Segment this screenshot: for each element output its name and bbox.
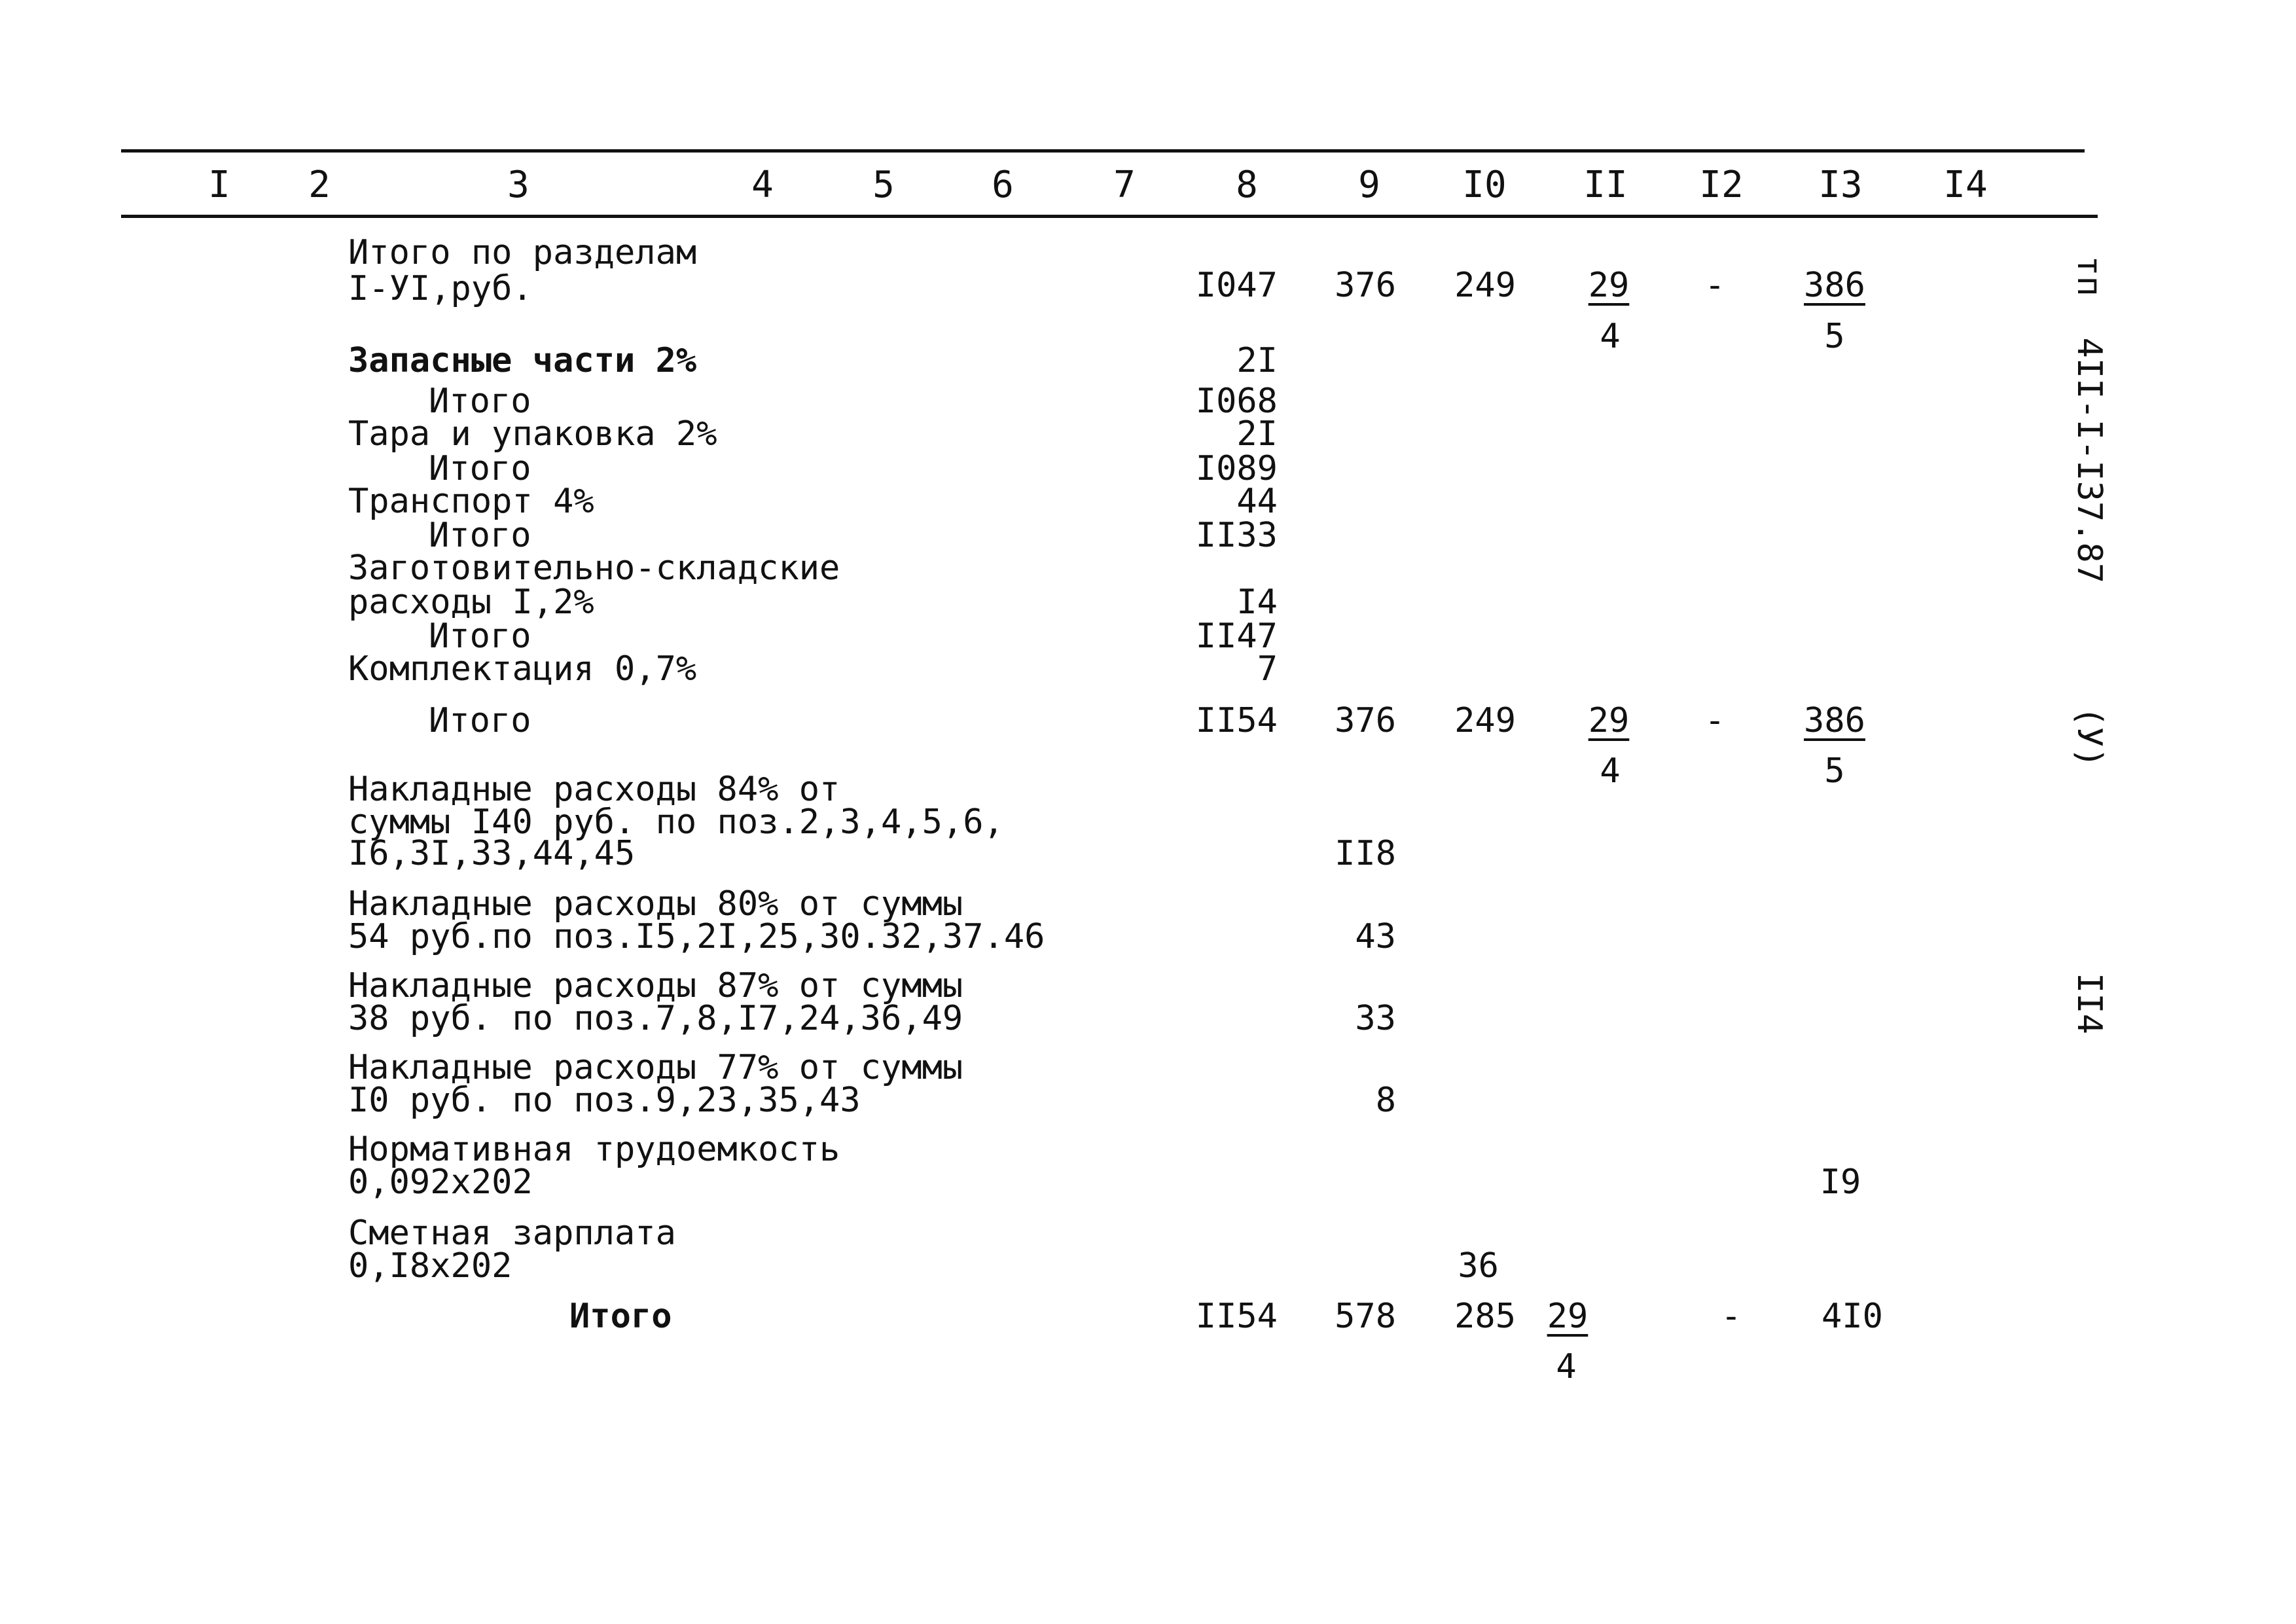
- col-header-13: I3: [1818, 164, 1863, 206]
- cell-col8: II47: [1195, 617, 1278, 656]
- row-label: Итого: [429, 382, 531, 421]
- col-header-6: 6: [992, 164, 1014, 206]
- col-header-4: 4: [751, 164, 774, 206]
- header-top-rule: [121, 149, 2085, 153]
- col-header-8: 8: [1236, 164, 1258, 206]
- row-label: Накладные расходы 84% от: [348, 770, 840, 809]
- col-header-12: I2: [1699, 164, 1744, 206]
- cell-col13-numerator: 386: [1804, 701, 1865, 740]
- row-label: Заготовительно-складские: [348, 549, 840, 588]
- cell-col8: II33: [1195, 516, 1278, 555]
- row-label: Тара и упаковка 2%: [348, 414, 717, 454]
- row-label: Итого по разделам: [348, 233, 697, 272]
- cell-col13: I9: [1820, 1163, 1861, 1202]
- cell-col10: 36: [1458, 1246, 1499, 1286]
- row-label: Накладные расходы 80% от суммы: [348, 884, 963, 924]
- cell-col10: 249: [1454, 266, 1516, 305]
- cell-col11-numerator: 29: [1588, 266, 1630, 305]
- cell-col10: 249: [1454, 701, 1516, 740]
- row-label: Итого: [569, 1297, 672, 1336]
- cell-col12: -: [1704, 701, 1725, 740]
- col-header-9: 9: [1358, 164, 1380, 206]
- page-number: II4: [2070, 972, 2109, 1034]
- row-label: Итого: [429, 617, 531, 656]
- cell-col8: II54: [1195, 701, 1278, 740]
- cell-col9: 33: [1355, 999, 1396, 1038]
- row-label: Нормативная трудоемкость: [348, 1130, 840, 1169]
- row-label: Итого: [429, 516, 531, 555]
- row-label: расходы I,2%: [348, 583, 594, 622]
- row-label: Накладные расходы 87% от суммы: [348, 966, 963, 1005]
- row-label: Итого: [429, 701, 531, 740]
- row-label: Транспорт 4%: [348, 482, 594, 521]
- cell-col8: I047: [1195, 266, 1278, 305]
- col-header-11: II: [1583, 164, 1628, 206]
- cell-col11-numerator: 29: [1547, 1297, 1588, 1336]
- side-label: [2038, 173, 2140, 1034]
- col-header-10: I0: [1462, 164, 1507, 206]
- col-header-7: 7: [1113, 164, 1136, 206]
- row-label: суммы I40 руб. по поз.2,3,4,5,6,: [348, 803, 1004, 842]
- row-label: Комплектация 0,7%: [348, 649, 697, 689]
- row-label: I-УI,руб.: [348, 269, 533, 308]
- cell-col8: 44: [1236, 482, 1278, 521]
- row-label: 54 руб.по поз.I5,2I,25,30.32,37.46: [348, 917, 1045, 956]
- cell-col9: 376: [1335, 701, 1396, 740]
- col-header-5: 5: [872, 164, 895, 206]
- row-label: 0,I8x202: [348, 1246, 512, 1286]
- row-label: Накладные расходы 77% от суммы: [348, 1048, 963, 1087]
- header-bottom-rule: [121, 215, 2098, 218]
- cell-col11-denominator: 4: [1600, 751, 1621, 791]
- cell-col13-numerator: 386: [1804, 266, 1865, 305]
- cell-col12: -: [1704, 266, 1725, 305]
- row-label: Запасные части 2%: [348, 341, 697, 380]
- cell-col8: I4: [1236, 583, 1278, 622]
- row-label: Сметная зарплата: [348, 1214, 676, 1253]
- cell-col9: 578: [1335, 1297, 1396, 1336]
- cell-col8: 2I: [1236, 414, 1278, 454]
- cell-col11-denominator: 4: [1600, 317, 1621, 356]
- col-header-14: I4: [1943, 164, 1988, 206]
- cell-col12: -: [1721, 1297, 1742, 1336]
- cell-col10: 285: [1454, 1297, 1516, 1336]
- row-label: Итого: [429, 449, 531, 488]
- cell-col13: 4I0: [1821, 1297, 1883, 1336]
- col-header-1: I: [208, 164, 230, 206]
- cell-col13-denominator: 5: [1824, 751, 1845, 791]
- cell-col11-numerator: 29: [1588, 701, 1630, 740]
- row-label: 38 руб. по поз.7,8,I7,24,36,49: [348, 999, 963, 1038]
- cell-col11-denominator: 4: [1556, 1347, 1577, 1386]
- cell-col9: II8: [1335, 834, 1396, 873]
- row-label: I6,3I,33,44,45: [348, 834, 636, 873]
- cell-col9: 8: [1375, 1081, 1396, 1120]
- cell-col9: 43: [1355, 917, 1396, 956]
- col-header-3: 3: [507, 164, 529, 206]
- album-mark: (У): [2070, 706, 2109, 768]
- col-header-2: 2: [308, 164, 331, 206]
- cell-col8: II54: [1195, 1297, 1278, 1336]
- row-label: I0 руб. по поз.9,23,35,43: [348, 1081, 861, 1120]
- document-code: тп 4II-I-I37.87: [2070, 255, 2109, 584]
- cell-col8: I068: [1195, 382, 1278, 421]
- cell-col13-denominator: 5: [1824, 317, 1845, 356]
- cell-col9: 376: [1335, 266, 1396, 305]
- cell-col8: I089: [1195, 449, 1278, 488]
- cell-col8: 7: [1257, 649, 1278, 689]
- cell-col8: 2I: [1236, 341, 1278, 380]
- row-label: 0,092x202: [348, 1163, 533, 1202]
